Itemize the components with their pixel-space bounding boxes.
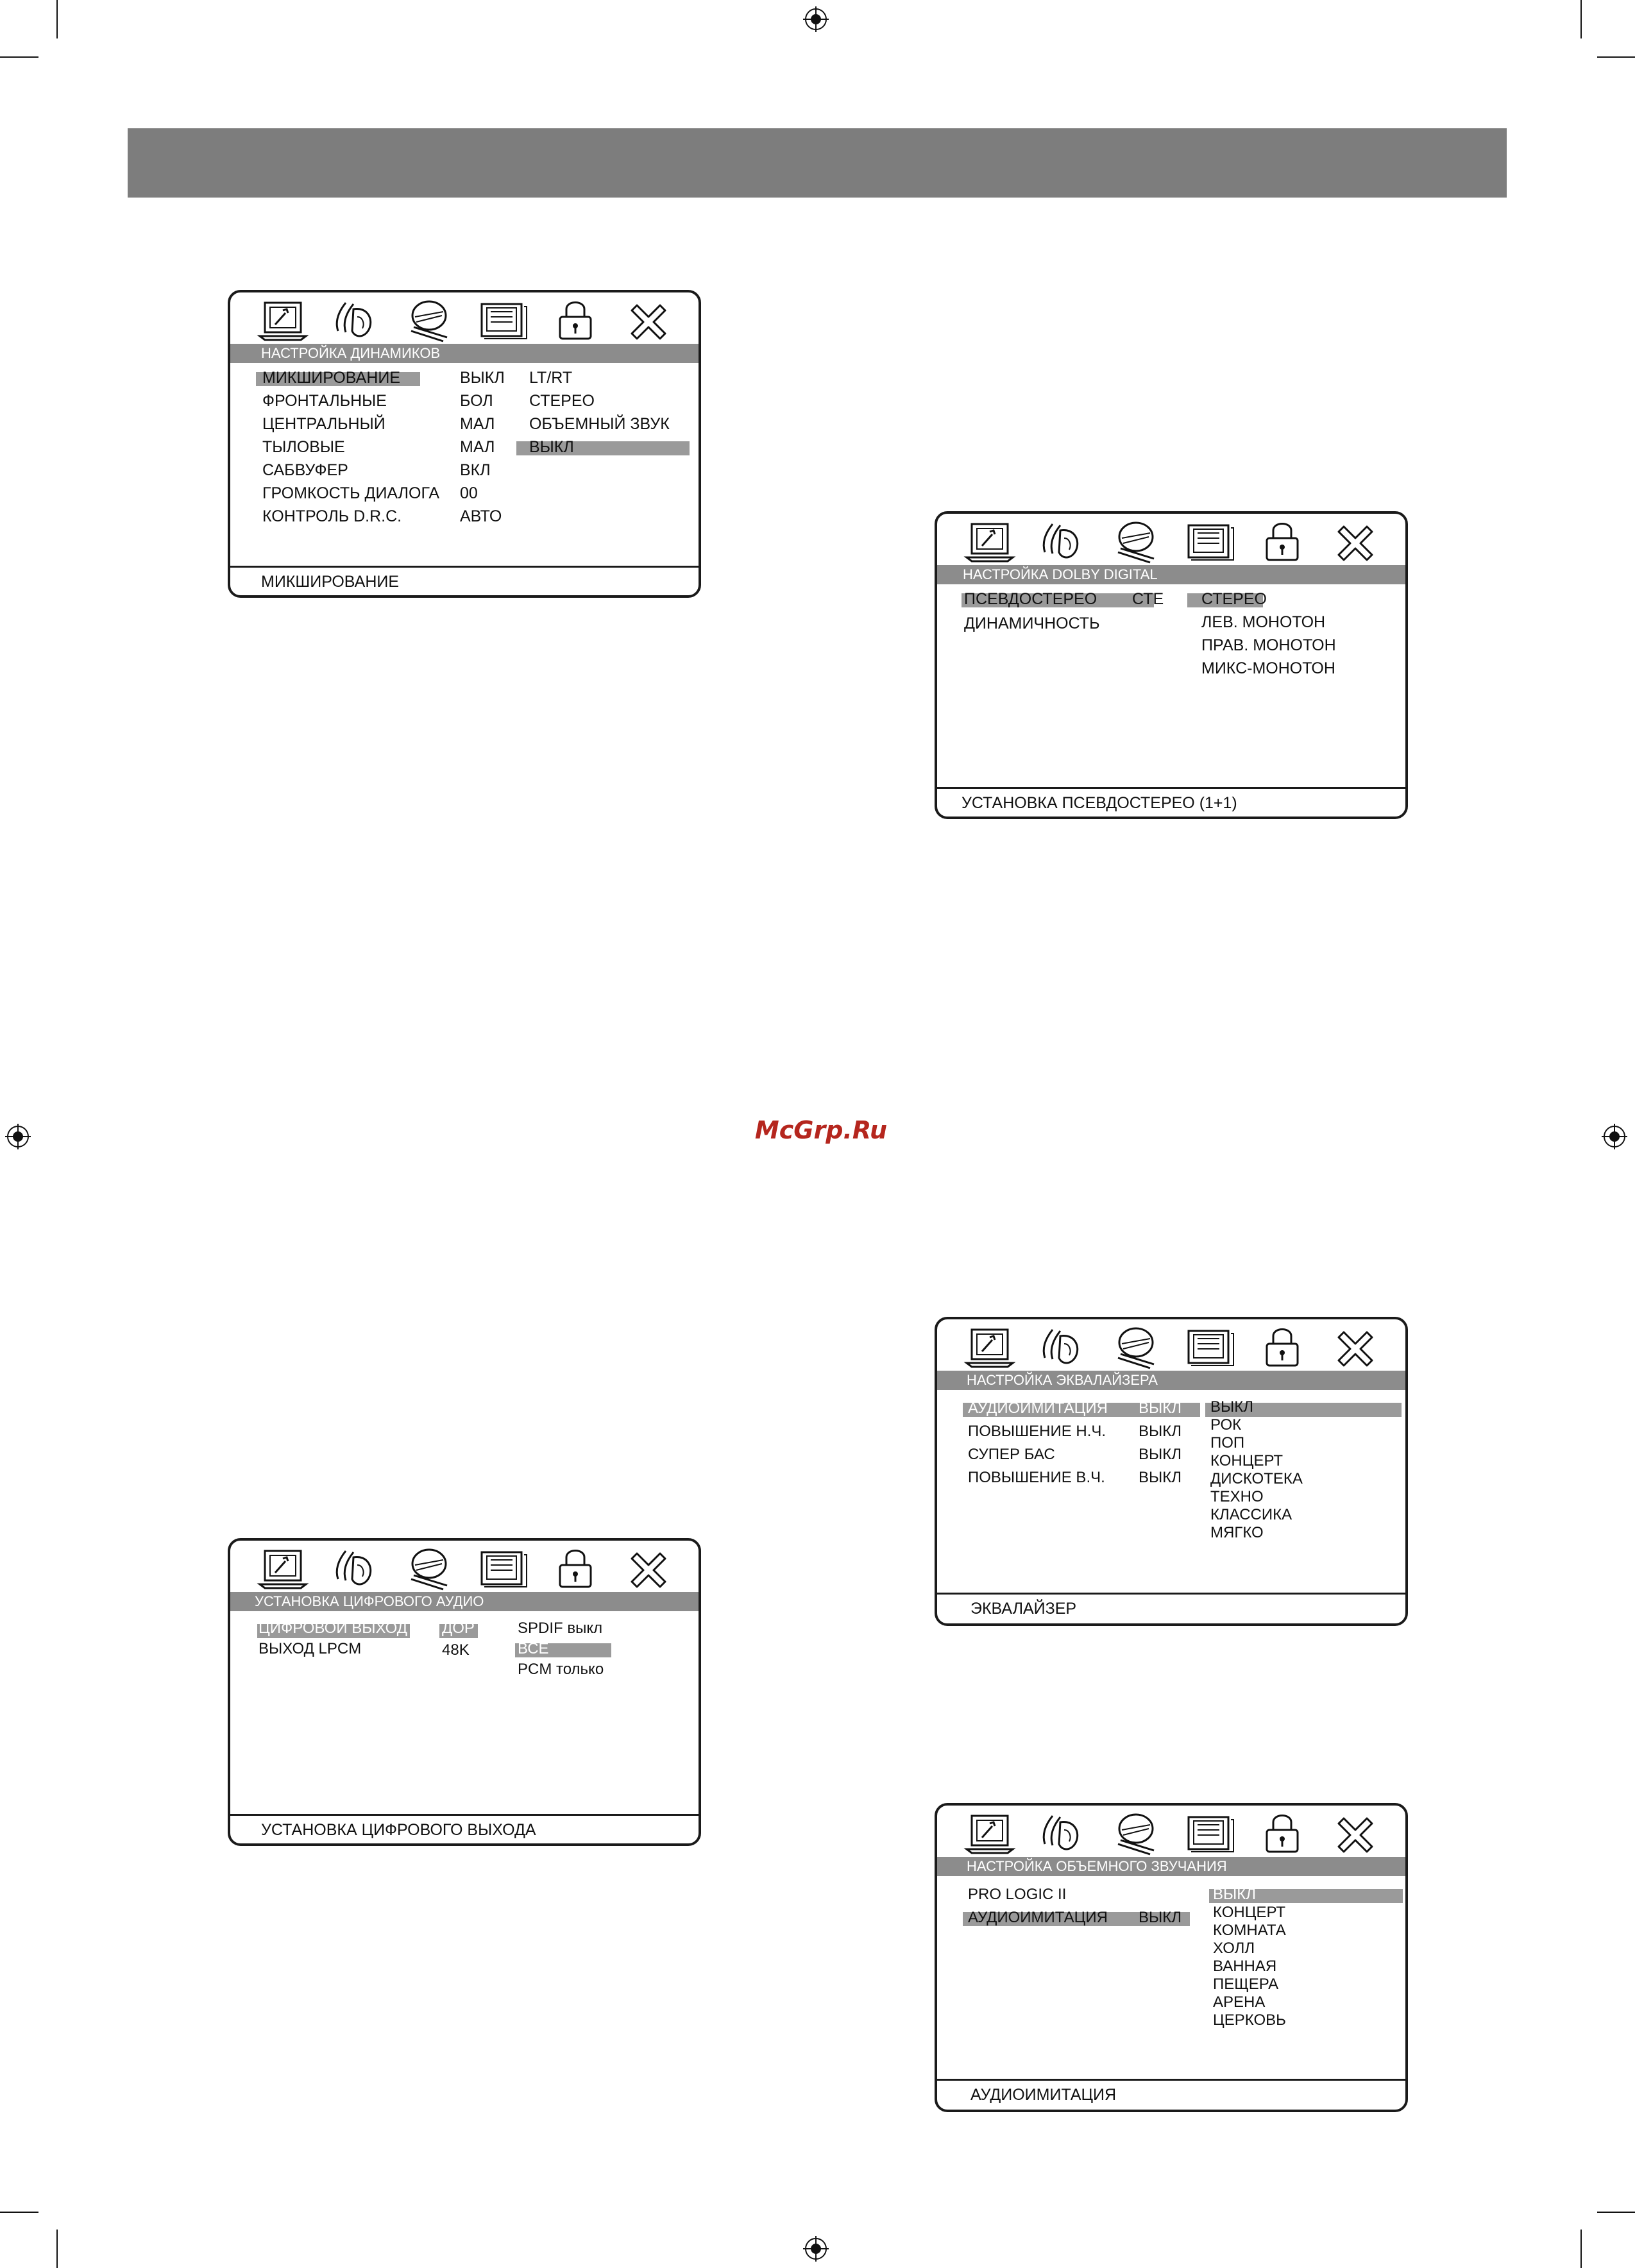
value-front: БОЛ xyxy=(460,392,493,410)
option-all[interactable]: ВСЕ xyxy=(518,1640,549,1657)
panel-title: УСТАНОВКА ЦИФРОВОГО АУДИО xyxy=(230,1592,699,1611)
panel-title: НАСТРОЙКА ДИНАМИКОВ xyxy=(230,344,699,363)
video-setup-icon[interactable] xyxy=(475,298,529,344)
option-off[interactable]: ВЫКЛ xyxy=(1210,1398,1253,1416)
menu-item-dialog-volume[interactable]: ГРОМКОСТЬ ДИАЛОГА xyxy=(262,484,440,502)
option-techno[interactable]: ТЕХНО xyxy=(1210,1488,1264,1505)
surround-panel xyxy=(935,1803,1408,2112)
disc-setup-icon[interactable] xyxy=(1109,1811,1163,1857)
option-concert[interactable]: КОНЦЕРТ xyxy=(1210,1452,1283,1469)
panel-title: НАСТРОЙКА ОБЪЕМНОГО ЗВУЧАНИЯ xyxy=(937,1857,1405,1876)
registration-mark-bottom xyxy=(803,2236,829,2262)
option-left-mono[interactable]: ЛЕВ. МОНОТОН xyxy=(1201,613,1326,631)
menu-item-front[interactable]: ФРОНТАЛЬНЫЕ xyxy=(262,392,387,410)
menu-item-audio-emulation[interactable]: АУДИОИМИТАЦИЯ xyxy=(968,1909,1108,1926)
exit-icon[interactable] xyxy=(622,1546,675,1592)
exit-icon[interactable] xyxy=(1328,1324,1382,1371)
menu-item-super-bass[interactable]: СУПЕР БАС xyxy=(968,1446,1055,1463)
menu-item-rear[interactable]: ТЫЛОВЫЕ xyxy=(262,438,345,456)
panel-footer: УСТАНОВКА ПСЕВДОСТЕРЕО (1+1) xyxy=(937,787,1405,817)
registration-mark-right xyxy=(1602,1124,1627,1149)
system-setup-icon[interactable] xyxy=(963,1811,1017,1857)
option-soft[interactable]: МЯГКО xyxy=(1210,1524,1264,1541)
header-banner xyxy=(128,128,1507,198)
video-setup-icon[interactable] xyxy=(1182,519,1236,565)
registration-mark-left xyxy=(5,1124,31,1149)
option-cave[interactable]: ПЕЩЕРА xyxy=(1213,1976,1279,1993)
exit-icon[interactable] xyxy=(1328,519,1382,565)
value-drc: АВТО xyxy=(460,507,502,525)
option-bathroom[interactable]: ВАННАЯ xyxy=(1213,1958,1277,1975)
option-hall[interactable]: ХОЛЛ xyxy=(1213,1940,1255,1957)
disc-setup-icon[interactable] xyxy=(1109,1324,1163,1371)
video-setup-icon[interactable] xyxy=(1182,1811,1236,1857)
value-audio-emulation: ВЫКЛ xyxy=(1139,1400,1182,1417)
lock-icon[interactable] xyxy=(548,298,602,344)
option-disco[interactable]: ДИСКОТЕКА xyxy=(1210,1470,1303,1487)
option-church[interactable]: ЦЕРКОВЬ xyxy=(1213,2011,1286,2029)
panel-footer: АУДИОИМИТАЦИЯ xyxy=(937,2079,1405,2110)
option-surround[interactable]: ОБЪЕМНЫЙ ЗВУК xyxy=(529,415,670,433)
option-off[interactable]: ВЫКЛ xyxy=(529,438,574,456)
menu-item-bass-boost[interactable]: ПОВЫШЕНИЕ Н.Ч. xyxy=(968,1423,1106,1440)
audio-setup-icon[interactable] xyxy=(1036,519,1090,565)
value-bass-boost: ВЫКЛ xyxy=(1139,1423,1182,1440)
option-rock[interactable]: РОК xyxy=(1210,1416,1242,1434)
panel-footer: ЭКВАЛАЙЗЕР xyxy=(937,1593,1405,1623)
menu-item-dynamic[interactable]: ДИНАМИЧНОСТЬ xyxy=(964,614,1100,632)
menu-item-lpcm-output[interactable]: ВЫХОД LPCM xyxy=(258,1640,362,1657)
registration-mark-top xyxy=(803,6,829,32)
value-audio-emulation: ВЫКЛ xyxy=(1139,1909,1182,1926)
option-room[interactable]: КОМНАТА xyxy=(1213,1922,1286,1939)
system-setup-icon[interactable] xyxy=(963,519,1017,565)
menu-item-audio-emulation[interactable]: АУДИОИМИТАЦИЯ xyxy=(968,1400,1108,1417)
video-setup-icon[interactable] xyxy=(1182,1324,1236,1371)
menu-item-downmix[interactable]: МИКШИРОВАНИЕ xyxy=(262,369,401,387)
option-stereo[interactable]: СТЕРЕО xyxy=(529,392,595,410)
audio-setup-icon[interactable] xyxy=(329,1546,383,1592)
lock-icon[interactable] xyxy=(1255,519,1309,565)
menu-item-subwoofer[interactable]: САБВУФЕР xyxy=(262,461,348,479)
value-dual-mono: СТЕ xyxy=(1132,590,1164,608)
option-right-mono[interactable]: ПРАВ. МОНОТОН xyxy=(1201,636,1336,654)
disc-setup-icon[interactable] xyxy=(1109,519,1163,565)
menu-item-treble-boost[interactable]: ПОВЫШЕНИЕ В.Ч. xyxy=(968,1469,1105,1486)
value-dialog-volume: 00 xyxy=(460,484,478,502)
option-classic[interactable]: КЛАССИКА xyxy=(1210,1506,1292,1523)
audio-setup-icon[interactable] xyxy=(1036,1811,1090,1857)
speaker-setup-panel xyxy=(228,290,701,598)
menu-item-digital-output[interactable]: ЦИФРОВОЙ ВЫХОД xyxy=(258,1620,408,1637)
lock-icon[interactable] xyxy=(548,1546,602,1592)
panel-title: НАСТРОЙКА ЭКВАЛАЙЗЕРА xyxy=(937,1371,1405,1390)
value-digital-output: ДОР xyxy=(442,1620,475,1637)
digital-audio-panel xyxy=(228,1538,701,1846)
option-pcm-only[interactable]: PCM только xyxy=(518,1661,604,1678)
option-arena[interactable]: АРЕНА xyxy=(1213,1993,1266,2011)
dolby-digital-panel xyxy=(935,511,1408,819)
panel-footer: МИКШИРОВАНИЕ xyxy=(230,566,699,595)
menu-item-center[interactable]: ЦЕНТРАЛЬНЫЙ xyxy=(262,415,385,433)
disc-setup-icon[interactable] xyxy=(402,1546,456,1592)
lock-icon[interactable] xyxy=(1255,1811,1309,1857)
system-setup-icon[interactable] xyxy=(963,1324,1017,1371)
lock-icon[interactable] xyxy=(1255,1324,1309,1371)
system-setup-icon[interactable] xyxy=(256,1546,310,1592)
exit-icon[interactable] xyxy=(622,298,675,344)
equalizer-panel xyxy=(935,1317,1408,1626)
option-spdif-off[interactable]: SPDIF выкл xyxy=(518,1620,603,1637)
video-setup-icon[interactable] xyxy=(475,1546,529,1592)
value-treble-boost: ВЫКЛ xyxy=(1139,1469,1182,1486)
audio-setup-icon[interactable] xyxy=(1036,1324,1090,1371)
audio-setup-icon[interactable] xyxy=(329,298,383,344)
value-super-bass: ВЫКЛ xyxy=(1139,1446,1182,1463)
value-rear: МАЛ xyxy=(460,438,495,456)
option-mix-mono[interactable]: МИКС-МОНОТОН xyxy=(1201,659,1335,677)
value-center: МАЛ xyxy=(460,415,495,433)
panel-title: НАСТРОЙКА DOLBY DIGITAL xyxy=(937,565,1405,584)
menu-item-dual-mono[interactable]: ПСЕВДОСТЕРЕО xyxy=(964,590,1097,608)
system-setup-icon[interactable] xyxy=(256,298,310,344)
panel-footer: УСТАНОВКА ЦИФРОВОГО ВЫХОДА xyxy=(230,1814,699,1843)
option-concert[interactable]: КОНЦЕРТ xyxy=(1213,1904,1286,1921)
value-downmix: ВЫКЛ xyxy=(460,369,505,387)
value-lpcm-output: 48K xyxy=(442,1641,470,1659)
watermark: McGrp.Ru xyxy=(754,1116,888,1144)
option-off[interactable]: ВЫКЛ xyxy=(1213,1886,1256,1903)
disc-setup-icon[interactable] xyxy=(402,298,456,344)
option-stereo[interactable]: СТЕРЕО xyxy=(1201,590,1267,608)
menu-item-pro-logic[interactable]: PRO LOGIC II xyxy=(968,1886,1067,1903)
option-ltrt[interactable]: LT/RT xyxy=(529,369,573,387)
exit-icon[interactable] xyxy=(1328,1811,1382,1857)
menu-item-drc[interactable]: КОНТРОЛЬ D.R.C. xyxy=(262,507,402,525)
option-pop[interactable]: ПОП xyxy=(1210,1434,1245,1451)
value-subwoofer: ВКЛ xyxy=(460,461,491,479)
